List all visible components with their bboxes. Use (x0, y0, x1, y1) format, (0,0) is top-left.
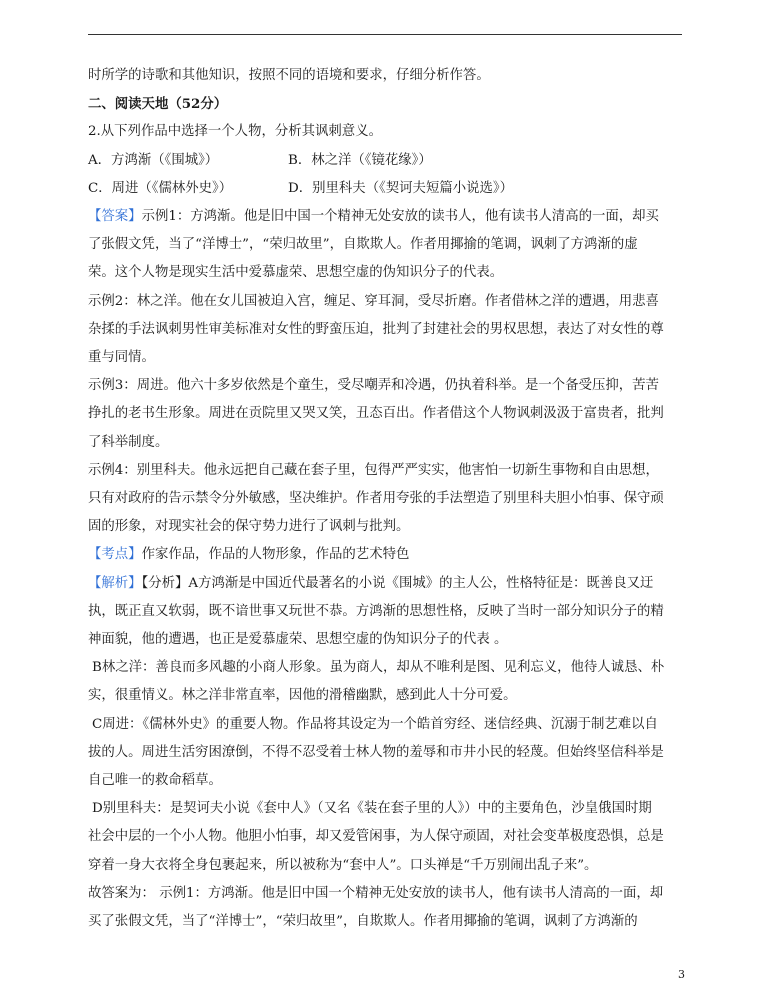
text-line: 示例3：周进。他六十多岁依然是个童生，受尽嘲弄和冷遇，仍执着科举。是一个备受压抑，苦苦 (88, 378, 659, 394)
text-line: 挣扎的老书生形象。周进在贡院里又哭又笑，丑态百出。作者借这个人物讽刺汲汲于富贵者，批判 (88, 406, 664, 422)
options-row-2 (88, 175, 684, 203)
text-line: 社会中层的一个小人物。他胆小怕事，却又爱管闲事，为人保守顽固，对社会变革极度恐惧，总是 (88, 829, 664, 845)
document-body (88, 62, 684, 936)
text-line: D别里科夫：是契诃夫小说《套中人》（又名《装在套子里的人》）中的主要角色，沙皇俄国时期 (92, 801, 652, 817)
text-line: 时所学的诗歌和其他知识，按照不同的语境和要求，仔细分析作答。 (88, 68, 490, 83)
text-line: 执，既正直又软弱，既不谙世事又玩世不恭。方鸿渐的思想性格，反映了当时一部分知识分子的精 (88, 603, 664, 619)
option-b: B．林之洋（《镜花缘》） (288, 152, 432, 168)
answer-tag: 【答案】 (88, 209, 142, 225)
options-row-1 (88, 147, 684, 175)
text-line: 故答案为： 示例1：方鸿渐。他是旧中国一个精神无处安放的读书人，他有读书人清高的一面，却 (88, 885, 664, 901)
jiexi-tag: 【解析】 (88, 575, 142, 591)
text-line: 示例2：林之洋。他在女儿国被迫入宫，缠足、穿耳洞，受尽折磨。作者借林之洋的遭遇，用悲喜 (88, 293, 659, 309)
text-line: B林之洋：善良而多风趣的小商人形象。虽为商人，却从不唯利是图、见利忘义，他待人诚恳、朴 (92, 660, 665, 676)
answer-line (88, 203, 684, 231)
text-line: 了张假文凭，当了“洋博士”，“荣归故里”，自欺欺人。作者用揶揄的笔调，讽刺了方鸿渐的虚 (88, 237, 638, 253)
text-line: 买了张假文凭，当了“洋博士”，“荣归故里”，自欺欺人。作者用揶揄的笔调，讽刺了方鸿渐的 (88, 914, 638, 930)
jiexi-text: 【分析】A方鸿渐是中国近代最著名的小说《围城》的主人公，性格特征是：既善良又迂 (141, 575, 654, 591)
text-line: 实，很重情义。林之洋非常直率，因他的滑稽幽默，感到此人十分可爱。 (88, 688, 517, 704)
text-line: 自己唯一的救命稻草。 (88, 773, 222, 789)
text-line: 荣。这个人物是现实生活中爱慕虚荣、思想空虚的伪知识分子的代表。 (88, 265, 504, 281)
answer-text: 示例1：方鸿渐。他是旧中国一个精神无处安放的读书人，他有读书人清高的一面，却买 (141, 209, 659, 225)
option-a: A．方鸿渐（《围城》） (88, 152, 219, 168)
header-rule (88, 34, 682, 35)
option-d: D．别里科夫（《契诃夫短篇小说选》） (288, 180, 513, 196)
text-line: 示例4：别里科夫。他永远把自己藏在套子里，包得严严实实，他害怕一切新生事物和自由思想， (88, 462, 659, 478)
kaodian-tag: 【考点】 (88, 547, 142, 563)
text-line: 只有对政府的告示禁令分外敏感，坚决维护。作者用夸张的手法塑造了别里科夫胆小怕事、保守顽 (88, 491, 664, 507)
text-line: 穿着一身大衣将全身包裹起来，所以被称为“套中人”。口头禅是“千万别闹出乱子来”。 (88, 857, 598, 873)
text-line: 重与同情。 (88, 350, 155, 366)
text-line: 拔的人。周进生活穷困潦倒，不得不忍受着士林人物的羞辱和市井小民的轻蔑。但始终坚信科举是 (88, 744, 664, 760)
text-line: C周进：《儒林外史》的重要人物。作品将其设定为一个皓首穷经、迷信经典、沉溺于制艺难以自 (92, 716, 658, 732)
kaodian-text: 作家作品，作品的人物形象，作品的艺术特色 (141, 547, 410, 563)
text-line: 神面貌，他的遭遇，也正是爱慕虚荣、思想空虚的伪知识分子的代表 。 (88, 632, 508, 648)
section-title: 二、阅读天地（52分） (88, 96, 228, 113)
kaodian-line (88, 541, 684, 569)
text-line: 了科举制度。 (88, 434, 169, 450)
jiexi-line (88, 570, 684, 598)
text-line: 杂揉的手法讽刺男性审美标准对女性的野蛮压迫，批判了封建社会的男权思想，表达了对女性的尊 (88, 321, 664, 337)
text-line: 固的形象，对现实社会的保守势力进行了讽刺与批判。 (88, 519, 410, 535)
question-text: 2.从下列作品中选择一个人物，分析其讽刺意义。 (88, 124, 382, 140)
option-c: C．周进（《儒林外史》） (88, 180, 233, 196)
page-number: 3 (678, 968, 685, 981)
